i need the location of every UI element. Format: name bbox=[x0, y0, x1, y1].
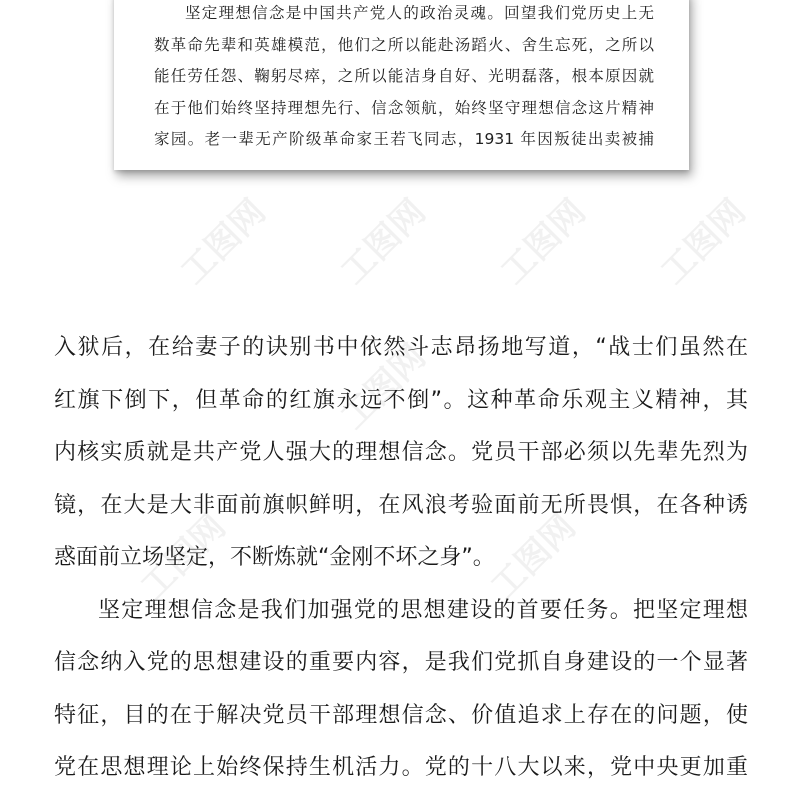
watermark: 工图网 bbox=[493, 191, 594, 293]
watermark: 工图网 bbox=[173, 191, 274, 293]
body-line: 红旗下倒下，但革命的红旗永远不倒”。这种革命乐观主义精神，其 bbox=[54, 387, 748, 413]
body-line: 内核实质就是共产党人强大的理想信念。党员干部必须以先辈先烈为 bbox=[54, 440, 748, 465]
card-line: 坚定理想信念是中国共产党人的政治灵魂。回望我们党历史上无 bbox=[185, 4, 654, 22]
watermark: 工图网 bbox=[333, 191, 434, 293]
body-line: 入狱后，在给妻子的诀别书中依然斗志昂扬地写道，“战士们虽然在 bbox=[54, 335, 748, 360]
watermark: 工图网 bbox=[333, 336, 434, 438]
body-line: 惑面前立场坚定，不断炼就“金刚不坏之身”。 bbox=[54, 545, 495, 570]
body-line: 特征，目的在于解决党员干部理想信念、价值追求上存在的问题，使 bbox=[54, 702, 748, 728]
watermark: 工图网 bbox=[653, 191, 754, 293]
card-line: 能任劳任怨、鞠躬尽瘁，之所以能洁身自好、光明磊落，根本原因就 bbox=[154, 67, 654, 85]
card-line: 数革命先辈和英雄模范，他们之所以能赴汤蹈火、舍生忘死，之所以 bbox=[154, 35, 654, 54]
body-line: 信念纳入党的思想建设的重要内容，是我们党抓自身建设的一个显著 bbox=[54, 650, 748, 675]
card-line: 家园。老一辈无产阶级革命家王若飞同志，1931 年因叛徒出卖被捕 bbox=[154, 130, 654, 148]
card-line: 在于他们始终坚持理想先行、信念领航，始终坚守理想信念这片精神 bbox=[154, 98, 654, 117]
quote-card-text bbox=[154, 0, 654, 156]
watermark: 工图网 bbox=[133, 506, 234, 608]
watermark: 工图网 bbox=[483, 506, 584, 608]
quote-card bbox=[114, 0, 689, 170]
body-line: 党在思想理论上始终保持生机活力。党的十八大以来，党中央更加重 bbox=[54, 755, 748, 780]
body-text bbox=[54, 322, 748, 795]
body-line: 坚定理想信念是我们加强党的思想建设的首要任务。把坚定理想 bbox=[98, 597, 748, 623]
body-line: 镜，在大是大非面前旗帜鲜明，在风浪考验面前无所畏惧，在各种诱 bbox=[54, 492, 748, 518]
